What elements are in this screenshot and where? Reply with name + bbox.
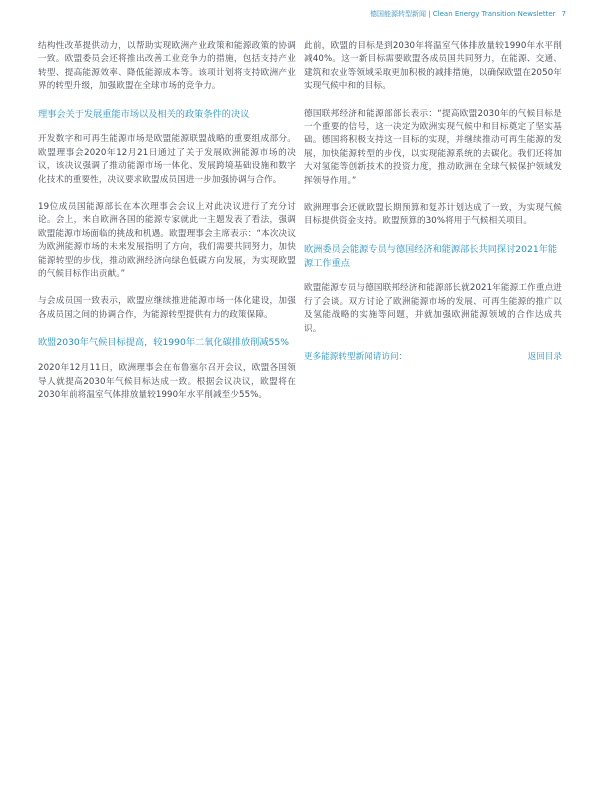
paragraph: 19位成员国能源部长在本次理事会会议上对此决议进行了充分讨论。会上，来自欧洲各国的能源专家就此一主题发表了看法，强调欧盟能源市场面临的挑战和机遇。欧盟理事会主席表示：“本次决议为欧洲能源市场的未来发展指明了方向，我们需要共同努力，加快能源转型的步伐，推动欧洲经济向绿色低碳方向发展，为实现欧盟的气候目标作出贡献。” [38, 202, 296, 280]
section-heading: 欧盟2030年气候目标提高，较1990年二氧化碳排放削减55% [38, 337, 289, 349]
more-news-link[interactable]: 更多能源转型新闻请访问： [304, 352, 408, 363]
paragraph: 德国联邦经济和能源部部长表示：“提高欧盟2030年的气候目标是一个重要的信号，这一决定为欧洲实现气候中和目标奠定了坚实基础。德国将积极支持这一目标的实现，并继续推动可再生能源的发展，加快能源转型的步伐，以实现能源系统的去碳化。我们还将加大对氢能等创新技术的投资力度，推动欧洲在全球气候保护领域发挥领导作用。” [304, 108, 562, 186]
section-heading: 理事会关于发展重能市场以及相关的政策条件的决议 [38, 108, 250, 120]
paragraph: 结构性改革提供动力，以帮助实现欧洲产业政策和能源政策的协调一致。欧盟委员会还将推出改善工业竞争力的措施，包括支持产业转型、提高能源效率、降低能源成本等。该项计划将支持欧洲产业界的转型升级，加强欧盟在全球市场的竞争力。 [38, 41, 296, 92]
back-to-contents-link[interactable]: 返回目录 [527, 352, 562, 363]
paragraph: 与会成员国一致表示，欧盟应继续推进能源市场一体化建设，加强各成员国之间的协调合作，为能源转型提供有力的政策保障。 [38, 296, 296, 320]
paragraph: 欧盟能源专员与德国联邦经济和能源部长就2021年能源工作重点进行了会谈。双方讨论了欧洲能源市场的发展、可再生能源的推广以及氢能战略的实施等问题，并就加强欧洲能源领域的合作达成共识。 [304, 283, 562, 334]
paragraph: 此前，欧盟的目标是到2030年将温室气体排放量较1990年水平削减40%。这一新目标需要欧盟各成员国共同努力，在能源、交通、建筑和农业等领域采取更加积极的减排措施，以确保欧盟在2050年实现气候中和的目标。 [304, 41, 562, 92]
left-column [38, 40, 296, 416]
paragraph: 欧洲理事会还就欧盟长期预算和复苏计划达成了一致，为实现气候目标提供资金支持。欧盟预算的30%将用于气候相关项目。 [304, 203, 562, 227]
paragraph: 开发数字和可再生能源市场是欧盟能源联盟战略的重要组成部分。欧盟理事会2020年12月21日通过了关于发展欧洲能源市场的决议，该决议强调了推动能源市场一体化、发展跨境基础设施和数字化技术的重要性，决议要求欧盟成员国进一步加强协调与合作。 [38, 134, 296, 185]
page-number: 7 [561, 10, 566, 18]
running-header [370, 9, 566, 19]
paragraph: 2020年12月11日，欧洲理事会在布鲁塞尔召开会议，欧盟各国领导人就提高2030年气候目标达成一致。根据会议决议，欧盟将在2030年前将温室气体排放量较1990年水平削减至少55%。 [38, 363, 296, 400]
right-column [304, 40, 562, 362]
footer-links [304, 350, 562, 362]
newsletter-title: 德国能源转型新闻 | Clean Energy Transition Newsletter [369, 10, 556, 18]
section-heading: 欧洲委员会能源专员与德国经济和能源部长共同探讨2021年能源工作重点 [304, 243, 558, 269]
